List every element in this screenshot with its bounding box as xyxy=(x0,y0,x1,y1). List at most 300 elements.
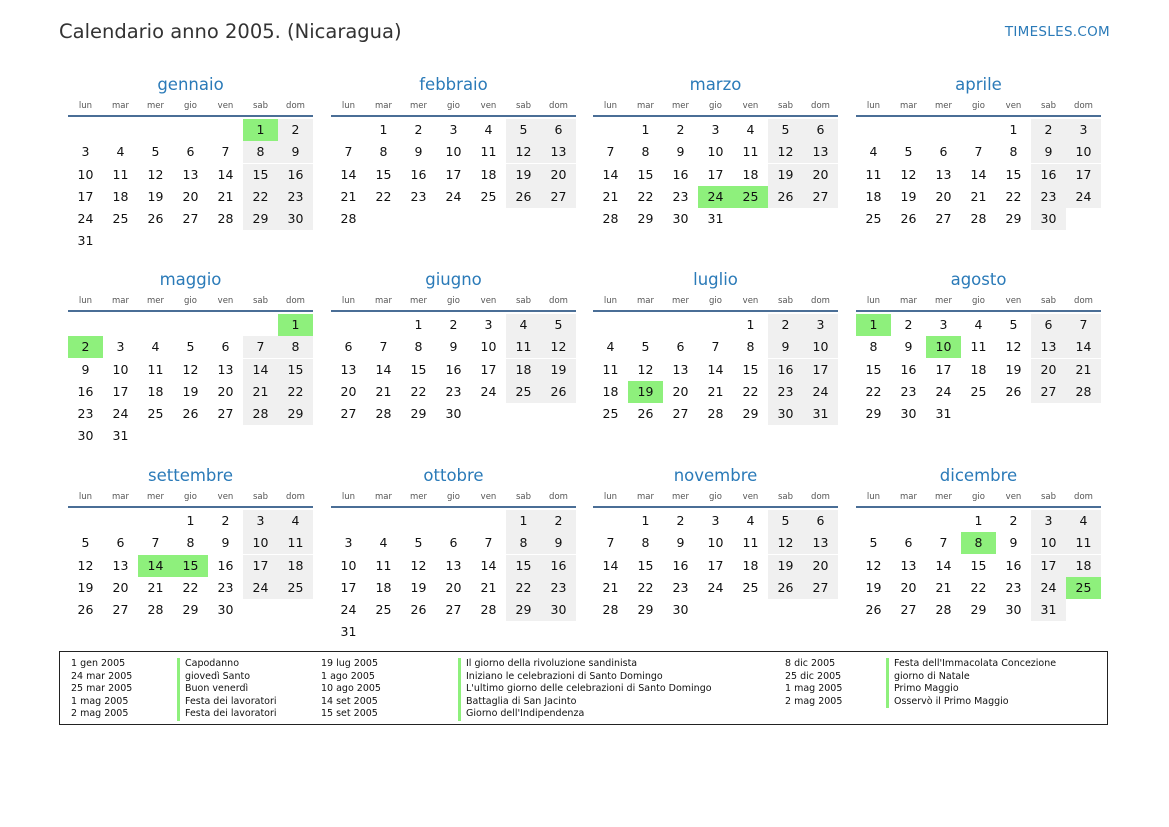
day-cell: 17 xyxy=(707,166,724,182)
weekday-header xyxy=(331,99,576,113)
day-cell: 18 xyxy=(278,555,313,577)
day-cell: 16 xyxy=(77,383,94,399)
empty-day-cell xyxy=(593,314,628,336)
day-cell: 24 xyxy=(480,383,497,399)
empty-day-cell xyxy=(278,425,313,447)
day-cell: 14 xyxy=(375,361,392,377)
month-giugno xyxy=(331,270,576,425)
month-divider xyxy=(68,506,313,508)
day-cell: 27 xyxy=(1031,381,1066,403)
day-cell: 5 xyxy=(151,144,160,160)
day-cell: 29 xyxy=(637,602,654,618)
legend-date: 1 ago 2005 xyxy=(321,670,375,682)
day-cell: 12 xyxy=(768,141,803,163)
day-cell: 9 xyxy=(768,336,803,358)
day-cell: 31 xyxy=(340,624,357,640)
day-cell: 1 xyxy=(1009,122,1018,137)
day-cell: 20 xyxy=(217,383,234,399)
day-cell: 5 xyxy=(541,314,576,336)
weekday-label: dom xyxy=(549,101,568,111)
day-cell: 22 xyxy=(970,579,987,595)
weekday-label: dom xyxy=(1074,101,1093,111)
month-title: luglio xyxy=(693,270,738,289)
day-cell: 9 xyxy=(81,361,90,377)
day-cell: 12 xyxy=(182,361,199,377)
empty-day-cell xyxy=(1066,403,1101,425)
legend-holiday-name: giorno di Natale xyxy=(886,671,1056,684)
empty-day-cell xyxy=(401,621,436,643)
holiday-day-cell: 25 xyxy=(1066,577,1101,599)
weekday-label: ven xyxy=(1005,296,1022,306)
day-cell: 30 xyxy=(672,211,689,227)
week-row xyxy=(331,359,576,381)
day-cell: 23 xyxy=(672,188,689,204)
day-cell: 3 xyxy=(939,317,948,332)
day-cell: 8 xyxy=(379,144,388,160)
day-cell: 2 xyxy=(1031,119,1066,141)
empty-day-cell xyxy=(436,510,471,532)
holiday-day-cell: 19 xyxy=(628,381,663,403)
day-cell: 27 xyxy=(112,602,129,618)
day-cell: 21 xyxy=(243,381,278,403)
legend-names-col-2 xyxy=(458,658,712,721)
month-settembre xyxy=(68,466,313,621)
day-cell: 15 xyxy=(742,361,759,377)
week-row xyxy=(68,403,313,425)
day-cell: 2 xyxy=(1009,513,1018,528)
week-row xyxy=(68,186,313,208)
day-cell: 20 xyxy=(935,188,952,204)
day-cell: 30 xyxy=(77,428,94,444)
weekday-label: lun xyxy=(341,296,356,306)
weekday-label: mer xyxy=(146,296,164,306)
weekday-label: sab xyxy=(777,492,794,502)
day-cell: 13 xyxy=(340,361,357,377)
empty-day-cell xyxy=(436,208,471,230)
day-cell: 10 xyxy=(445,144,462,160)
week-row xyxy=(856,314,1101,336)
week-row xyxy=(856,403,1101,425)
empty-day-cell xyxy=(208,119,243,141)
month-novembre xyxy=(593,466,838,621)
day-cell: 21 xyxy=(217,188,234,204)
week-row xyxy=(856,336,1101,358)
week-row xyxy=(68,381,313,403)
day-cell: 19 xyxy=(182,383,199,399)
day-cell: 25 xyxy=(602,406,619,422)
day-cell: 10 xyxy=(480,339,497,355)
day-cell: 19 xyxy=(768,555,803,577)
weekday-label: mer xyxy=(671,492,689,502)
day-cell: 18 xyxy=(147,383,164,399)
weekday-label: mar xyxy=(637,492,654,502)
day-cell: 30 xyxy=(768,403,803,425)
day-cell: 30 xyxy=(278,208,313,230)
day-cell: 28 xyxy=(602,602,619,618)
empty-day-cell xyxy=(68,119,103,141)
empty-day-cell xyxy=(663,314,698,336)
day-cell: 9 xyxy=(676,144,685,160)
day-cell: 8 xyxy=(278,336,313,358)
weekday-label: dom xyxy=(286,296,305,306)
empty-day-cell xyxy=(593,119,628,141)
empty-day-cell xyxy=(173,119,208,141)
day-cell: 14 xyxy=(480,557,497,573)
day-cell: 14 xyxy=(970,166,987,182)
brand-link[interactable]: TIMESLES.COM xyxy=(1004,24,1110,40)
empty-day-cell xyxy=(891,119,926,141)
day-cell: 1 xyxy=(641,122,650,137)
week-row xyxy=(856,119,1101,141)
day-cell: 4 xyxy=(151,339,160,355)
weekday-label: mar xyxy=(375,101,392,111)
day-cell: 22 xyxy=(637,188,654,204)
empty-day-cell xyxy=(401,208,436,230)
day-cell: 22 xyxy=(243,186,278,208)
day-cell: 22 xyxy=(506,577,541,599)
day-cell: 28 xyxy=(707,406,724,422)
empty-day-cell xyxy=(541,403,576,425)
day-cell: 17 xyxy=(803,359,838,381)
day-cell: 22 xyxy=(375,188,392,204)
empty-day-cell xyxy=(926,119,961,141)
day-cell: 4 xyxy=(506,314,541,336)
day-cell: 12 xyxy=(865,557,882,573)
day-cell: 16 xyxy=(445,361,462,377)
empty-day-cell xyxy=(243,425,278,447)
empty-day-cell xyxy=(103,510,138,532)
holiday-day-cell: 25 xyxy=(733,186,768,208)
day-cell: 15 xyxy=(1005,166,1022,182)
month-title: aprile xyxy=(955,75,1002,94)
month-title: settembre xyxy=(148,466,233,485)
day-cell: 10 xyxy=(707,535,724,551)
week-row xyxy=(593,141,838,163)
empty-day-cell xyxy=(541,208,576,230)
day-cell: 5 xyxy=(641,339,650,355)
day-cell: 7 xyxy=(606,144,615,160)
week-row xyxy=(68,577,313,599)
day-cell: 13 xyxy=(900,557,917,573)
empty-day-cell xyxy=(996,403,1031,425)
empty-day-cell xyxy=(208,425,243,447)
day-cell: 17 xyxy=(1031,555,1066,577)
day-cell: 5 xyxy=(81,535,90,551)
day-cell: 23 xyxy=(410,188,427,204)
day-cell: 7 xyxy=(711,339,720,355)
week-row xyxy=(331,532,576,554)
day-cell: 7 xyxy=(221,144,230,160)
empty-day-cell xyxy=(698,314,733,336)
day-cell: 2 xyxy=(676,513,685,528)
month-ottobre xyxy=(331,466,576,643)
weekday-label: sab xyxy=(252,296,269,306)
day-cell: 3 xyxy=(1066,119,1101,141)
week-row xyxy=(331,164,576,186)
day-cell: 26 xyxy=(541,381,576,403)
day-cell: 11 xyxy=(112,166,129,182)
day-cell: 28 xyxy=(147,602,164,618)
day-cell: 27 xyxy=(803,577,838,599)
day-cell: 19 xyxy=(541,359,576,381)
empty-day-cell xyxy=(1066,599,1101,621)
weekday-label: sab xyxy=(1040,101,1057,111)
month-title: marzo xyxy=(689,75,742,94)
empty-day-cell xyxy=(103,119,138,141)
day-cell: 16 xyxy=(768,359,803,381)
week-row xyxy=(593,403,838,425)
weekday-label: lun xyxy=(603,492,618,502)
day-cell: 3 xyxy=(711,122,720,137)
empty-day-cell xyxy=(471,403,506,425)
day-cell: 23 xyxy=(77,406,94,422)
day-cell: 31 xyxy=(112,428,129,444)
day-cell: 24 xyxy=(1031,577,1066,599)
day-cell: 16 xyxy=(1031,164,1066,186)
day-cell: 12 xyxy=(637,361,654,377)
day-cell: 8 xyxy=(641,535,650,551)
month-maggio xyxy=(68,270,313,447)
legend-holiday-name: Capodanno xyxy=(177,658,277,671)
weekday-label: mer xyxy=(934,492,952,502)
day-cell: 19 xyxy=(865,579,882,595)
day-cell: 2 xyxy=(768,314,803,336)
day-cell: 3 xyxy=(243,510,278,532)
day-cell: 31 xyxy=(77,233,94,249)
day-cell: 22 xyxy=(742,383,759,399)
weekday-label: mar xyxy=(112,101,129,111)
legend-holiday-name: Il giorno della rivoluzione sandinista xyxy=(458,658,712,671)
day-cell: 8 xyxy=(243,141,278,163)
weekday-label: mar xyxy=(900,492,917,502)
empty-day-cell xyxy=(138,510,173,532)
day-cell: 18 xyxy=(112,188,129,204)
day-cell: 24 xyxy=(77,211,94,227)
day-cell: 8 xyxy=(506,532,541,554)
empty-day-cell xyxy=(856,119,891,141)
weekday-label: mer xyxy=(146,101,164,111)
day-cell: 19 xyxy=(900,188,917,204)
day-cell: 6 xyxy=(904,535,913,551)
empty-day-cell xyxy=(331,510,366,532)
empty-day-cell xyxy=(803,599,838,621)
empty-day-cell xyxy=(1031,403,1066,425)
day-cell: 29 xyxy=(182,602,199,618)
day-cell: 18 xyxy=(506,359,541,381)
day-cell: 30 xyxy=(1005,602,1022,618)
weekday-label: lun xyxy=(341,492,356,502)
day-cell: 12 xyxy=(541,336,576,358)
month-title: gennaio xyxy=(157,75,224,94)
empty-day-cell xyxy=(68,314,103,336)
day-cell: 12 xyxy=(506,141,541,163)
day-cell: 17 xyxy=(340,579,357,595)
day-cell: 4 xyxy=(746,122,755,137)
empty-day-cell xyxy=(103,230,138,252)
weekday-label: sab xyxy=(515,492,532,502)
weekday-label: lun xyxy=(341,101,356,111)
day-cell: 26 xyxy=(506,186,541,208)
day-cell: 29 xyxy=(865,406,882,422)
day-cell: 25 xyxy=(865,211,882,227)
day-cell: 1 xyxy=(506,510,541,532)
month-title: ottobre xyxy=(423,466,484,485)
day-cell: 25 xyxy=(970,383,987,399)
month-marzo xyxy=(593,75,838,230)
weekday-label: sab xyxy=(1040,296,1057,306)
day-cell: 14 xyxy=(602,557,619,573)
day-cell: 9 xyxy=(221,535,230,551)
day-cell: 15 xyxy=(637,557,654,573)
empty-day-cell xyxy=(856,510,891,532)
legend-holiday-name: L'ultimo giorno delle celebrazioni di Santo Domingo xyxy=(458,683,712,696)
week-row xyxy=(593,359,838,381)
day-cell: 11 xyxy=(742,535,759,551)
day-cell: 11 xyxy=(602,361,619,377)
day-cell: 23 xyxy=(541,577,576,599)
day-cell: 4 xyxy=(869,144,878,160)
day-cell: 2 xyxy=(221,513,230,528)
day-cell: 24 xyxy=(1066,186,1101,208)
day-cell: 26 xyxy=(147,211,164,227)
day-cell: 19 xyxy=(410,579,427,595)
day-cell: 23 xyxy=(217,579,234,595)
day-cell: 6 xyxy=(449,535,458,551)
weekday-label: mer xyxy=(934,101,952,111)
day-cell: 1 xyxy=(974,513,983,528)
empty-day-cell xyxy=(173,230,208,252)
day-cell: 31 xyxy=(1031,599,1066,621)
empty-day-cell xyxy=(506,208,541,230)
day-cell: 22 xyxy=(1005,188,1022,204)
weekday-label: mer xyxy=(671,101,689,111)
month-divider xyxy=(68,115,313,117)
month-agosto xyxy=(856,270,1101,425)
day-cell: 17 xyxy=(112,383,129,399)
day-cell: 14 xyxy=(707,361,724,377)
holiday-day-cell: 15 xyxy=(173,555,208,577)
weekday-label: lun xyxy=(78,492,93,502)
day-cell: 20 xyxy=(112,579,129,595)
week-row xyxy=(331,621,576,643)
day-cell: 10 xyxy=(707,144,724,160)
weekday-label: ven xyxy=(742,101,759,111)
weekday-label: gio xyxy=(709,492,722,502)
day-cell: 22 xyxy=(410,383,427,399)
day-cell: 8 xyxy=(641,144,650,160)
day-cell: 5 xyxy=(506,119,541,141)
day-cell: 6 xyxy=(803,510,838,532)
day-cell: 30 xyxy=(1031,208,1066,230)
day-cell: 22 xyxy=(865,383,882,399)
day-cell: 15 xyxy=(637,166,654,182)
week-row xyxy=(856,510,1101,532)
day-cell: 14 xyxy=(217,166,234,182)
day-cell: 13 xyxy=(541,141,576,163)
day-cell: 21 xyxy=(970,188,987,204)
day-cell: 1 xyxy=(641,513,650,528)
weekday-label: lun xyxy=(78,101,93,111)
holiday-day-cell: 8 xyxy=(961,532,996,554)
day-cell: 29 xyxy=(410,406,427,422)
day-cell: 9 xyxy=(1009,535,1018,551)
empty-day-cell xyxy=(733,208,768,230)
weekday-label: mer xyxy=(146,492,164,502)
day-cell: 7 xyxy=(243,336,278,358)
week-row xyxy=(593,208,838,230)
week-row xyxy=(68,532,313,554)
day-cell: 29 xyxy=(742,406,759,422)
day-cell: 9 xyxy=(278,141,313,163)
day-cell: 16 xyxy=(541,555,576,577)
day-cell: 27 xyxy=(803,186,838,208)
day-cell: 6 xyxy=(344,339,353,355)
day-cell: 30 xyxy=(672,602,689,618)
weekday-label: dom xyxy=(549,492,568,502)
month-divider xyxy=(593,506,838,508)
day-cell: 8 xyxy=(746,339,755,355)
week-row xyxy=(68,510,313,532)
day-cell: 13 xyxy=(182,166,199,182)
weekday-header xyxy=(856,294,1101,308)
legend-holiday-name: Festa dei lavoratori xyxy=(177,708,277,721)
week-row xyxy=(68,164,313,186)
day-cell: 11 xyxy=(480,144,497,160)
weekday-label: gio xyxy=(184,296,197,306)
weekday-label: sab xyxy=(777,101,794,111)
day-cell: 12 xyxy=(900,166,917,182)
empty-day-cell xyxy=(506,403,541,425)
week-row xyxy=(68,208,313,230)
week-row xyxy=(593,532,838,554)
legend-date: 25 mar 2005 xyxy=(71,683,133,695)
legend-names-col-3 xyxy=(886,658,1056,708)
day-cell: 10 xyxy=(1031,532,1066,554)
day-cell: 11 xyxy=(375,557,392,573)
day-cell: 16 xyxy=(672,557,689,573)
empty-day-cell xyxy=(541,621,576,643)
day-cell: 27 xyxy=(541,186,576,208)
day-cell: 25 xyxy=(480,188,497,204)
day-cell: 21 xyxy=(340,188,357,204)
day-cell: 23 xyxy=(900,383,917,399)
day-cell: 18 xyxy=(1066,555,1101,577)
legend-date: 8 dic 2005 xyxy=(785,658,836,669)
month-divider xyxy=(331,310,576,312)
legend-date: 19 lug 2005 xyxy=(321,658,378,669)
day-cell: 23 xyxy=(445,383,462,399)
holiday-day-cell: 1 xyxy=(278,314,313,336)
day-cell: 9 xyxy=(676,535,685,551)
weekday-label: dom xyxy=(811,492,830,502)
weekday-label: sab xyxy=(515,101,532,111)
day-cell: 9 xyxy=(1031,141,1066,163)
weekday-label: dom xyxy=(811,296,830,306)
week-row xyxy=(593,577,838,599)
day-cell: 24 xyxy=(445,188,462,204)
week-row xyxy=(68,141,313,163)
weekday-header xyxy=(331,490,576,504)
empty-day-cell xyxy=(628,314,663,336)
day-cell: 27 xyxy=(340,406,357,422)
week-row xyxy=(593,186,838,208)
day-cell: 15 xyxy=(506,555,541,577)
day-cell: 19 xyxy=(77,579,94,595)
empty-day-cell xyxy=(436,621,471,643)
day-cell: 21 xyxy=(375,383,392,399)
weekday-label: lun xyxy=(603,296,618,306)
day-cell: 18 xyxy=(742,166,759,182)
